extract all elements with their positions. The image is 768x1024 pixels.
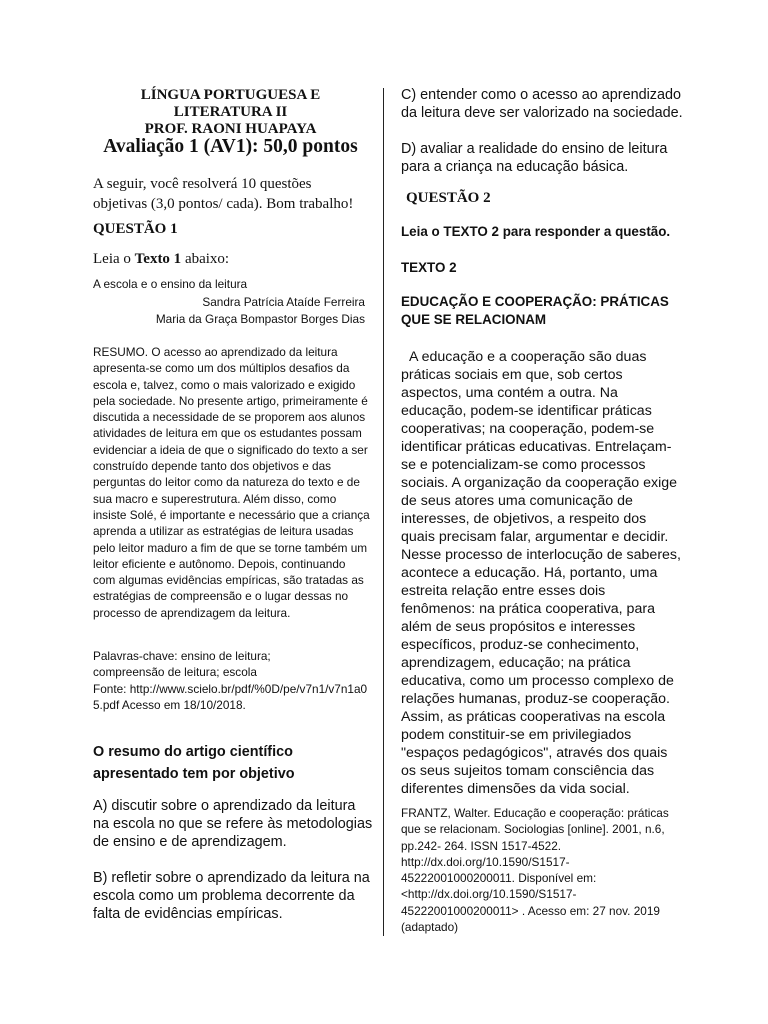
subject-title-line-2: LITERATURA II [173, 104, 288, 120]
article-keywords: Palavras-chave: ensino de leitura; compreensão de leitura; escola [93, 649, 271, 680]
question-2-instruction: Leia o TEXTO 2 para responder a questão. [401, 224, 671, 239]
article-source: Fonte: http://www.scielo.br/pdf/%0D/pe/v7n1/v7n1a05.pdf Acesso em 18/10/2018. [93, 682, 368, 713]
assessment-title: Avaliação 1 (AV1): 50,0 pontos [103, 136, 358, 157]
question-1-heading: QUESTÃO 1 [93, 221, 178, 237]
article-author-1: Sandra Patrícia Ataíde Ferreira [202, 295, 365, 309]
question-1-option-a[interactable]: A) discutir sobre o aprendizado da leitura na escola no que se refere às metodologias de ensino e de aprendizagem. [93, 798, 373, 850]
question-1-option-c[interactable]: C) entender como o acesso ao aprendizado da leitura deve ser valorizado na sociedade. [401, 87, 683, 121]
article-abstract: RESUMO. O acesso ao aprendizado da leitura apresenta-se como um dos múltiplos desafios da escola e, talvez, como o mais valorizado e exigido pela sociedade. No presente artigo, primeiramente é discutida a necessidade de se proporem aos alunos atividades de leitura em que os estudantes possam evidenciar a ideia de que o significado do texto a ser construído depende tanto dos objetivos e das perguntas do leitor como da natureza do texto e de sua macro e superestrutura. Além disso, como insiste Solé, é importante e necessário que a criança aprenda a utilizar as estratégias de leitura usadas pelo leitor maduro a fim de que se torne também um leitor eficiente e autônomo. Depois, continuando com algumas evidências empíricas, são tratadas as estratégias de compreensão e o lugar dessas no processo de aprendizagem da leitura. [93, 345, 370, 620]
column-divider [383, 88, 384, 936]
professor-name: PROF. RAONI HUAPAYA [144, 121, 317, 137]
text-2-citation: FRANTZ, Walter. Educação e cooperação: práticas que se relacionam. Sociologias [online]. 2001, n.6, pp.242- 264. ISSN 1517-4522. http://dx.doi.org/10.1590/S1517-45222001000200011. Disponível em:<http://dx.doi.org/10.1590/S1517-45222001000200011> . Acesso em: 27 nov. 2019 (adaptado) [401, 806, 669, 935]
question-1-instruction: Leia o Texto 1 abaixo: [93, 251, 230, 267]
article-title: A escola e o ensino da leitura [93, 277, 248, 291]
subject-title-line-1: LÍNGUA PORTUGUESA E [140, 87, 321, 103]
article-author-2: Maria da Graça Bompastor Borges Dias [155, 312, 365, 326]
text-2-label: TEXTO 2 [401, 260, 457, 275]
text-2-title: EDUCAÇÃO E COOPERAÇÃO: PRÁTICAS QUE SE RELACIONAM [401, 294, 669, 327]
question-1-option-d[interactable]: D) avaliar a realidade do ensino de leitura para a criança na educação básica. [401, 141, 668, 175]
question-1-prompt: O resumo do artigo científico apresentado tem por objetivo [93, 744, 295, 782]
question-1-option-b[interactable]: B) refletir sobre o aprendizado da leitura na escola como um problema decorrente da falta de evidências empíricas. [93, 870, 370, 922]
text-2-body: A educação e a cooperação são duas práticas sociais em que, sob certos aspectos, uma contém a outra. Na educação, podem-se identificar práticas cooperativas; na cooperação, podem-se identificar práticas educativas. Entrelaçam-se e potencializam-se como processos sociais. A organização da cooperação exige de seus atores uma comunicação de interesses, de objetivos, a respeito dos quais precisam falar, argumentar e decidir. Nesse processo de interlocução de saberes, acontece a educação. Há, portanto, uma estreita relação entre esses dois fenômenos: na prática cooperativa, para além de seus propósitos e interesses específicos, produz-se conhecimento, aprendizagem, educação; na prática educativa, como um processo complexo de relações humanas, produz-se cooperação. Assim, as práticas cooperativas na escola podem constituir-se em privilegiados "espaços pedagógicos", através dos quais os seus sujeitos tomam consciência das diferentes dimensões da vida social. [401, 349, 681, 797]
instructions-intro: A seguir, você resolverá 10 questões objetivas (3,0 pontos/ cada). Bom trabalho! [93, 176, 354, 212]
question-2-heading: QUESTÃO 2 [406, 190, 491, 206]
